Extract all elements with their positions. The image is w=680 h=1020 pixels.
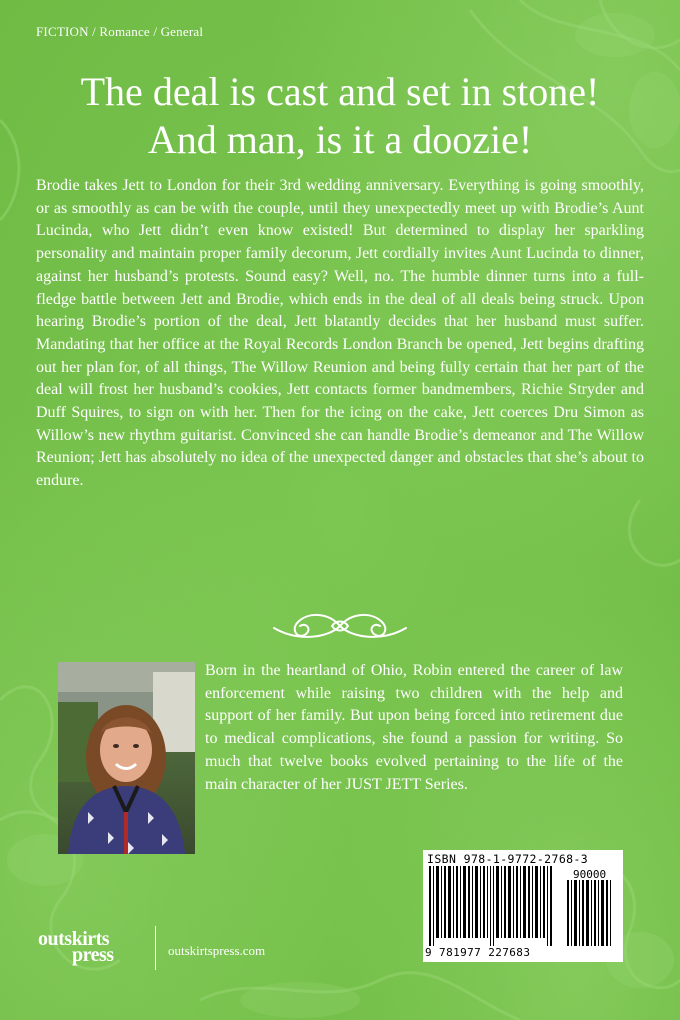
barcode-addon: 90000 [573,868,607,881]
headline-line-2: And man, is it a doozie! [147,117,533,162]
publisher-logo-top: outskirts [38,928,110,950]
author-photo [58,662,195,854]
book-category: FICTION / Romance / General [36,24,204,39]
publisher-logo [38,928,148,972]
headline-line-1: The deal is cast and set in stone! [80,69,600,114]
isbn-barcode [423,850,623,962]
flourish-ornament-icon [268,604,412,648]
ean-digits: 9 781977 227683 [425,946,531,959]
isbn-label: ISBN 978-1-9772-2768-3 [427,852,589,866]
author-bio: Born in the heartland of Ohio, Robin entered the career of law enforcement while raising two children with the help and support of her family. But upon being forced into retirement due to medical complications, she found a passion for writing. So much that twelve books evolved pertaining to the life of the main character of her JUST JETT Series. [205,662,623,793]
publisher-divider [155,926,156,970]
publisher-website: outskirtspress.com [168,943,266,958]
publisher-logo-bottom: press [72,944,114,966]
book-blurb: Brodie takes Jett to London for their 3rd wedding anniversary. Everything is going smoothly, or as smoothly as can be with the couple, until they unexpectedly meet up with Brodie’s Aunt Lucinda, who Jett didn’t even know existed! But determined to display her sparkling personality and maintain proper family decorum, Jett cordially invites Aunt Lucinda to dinner, against her husband’s protests. Sound easy? Well, no. The humble dinner turns into a full-fledge battle between Jett and Brodie, which ends in the deal of all deals being struck. Upon hearing Brodie’s portion of the deal, Jett blatantly decides that her husband must suffer. Mandating that her office at the Royal Records London Branch be opened, Jett begins drafting out her plan for, of all things, The Willow Reunion and being fully certain that her part of the deal will frost her husband’s cookies, Jett contacts former bandmembers, Richie Stryder and Duff Squires, to sign on with her. Then for the icing on the cake, Jett coerces Dru Simon as Willow’s new rhythm guitarist. Convinced she can handle Brodie’s demeanor and The Willow Reunion; Jett has absolutely no idea of the unexpected danger and obstacles that she’s about to endure. [36,177,644,490]
headline [20,68,660,164]
